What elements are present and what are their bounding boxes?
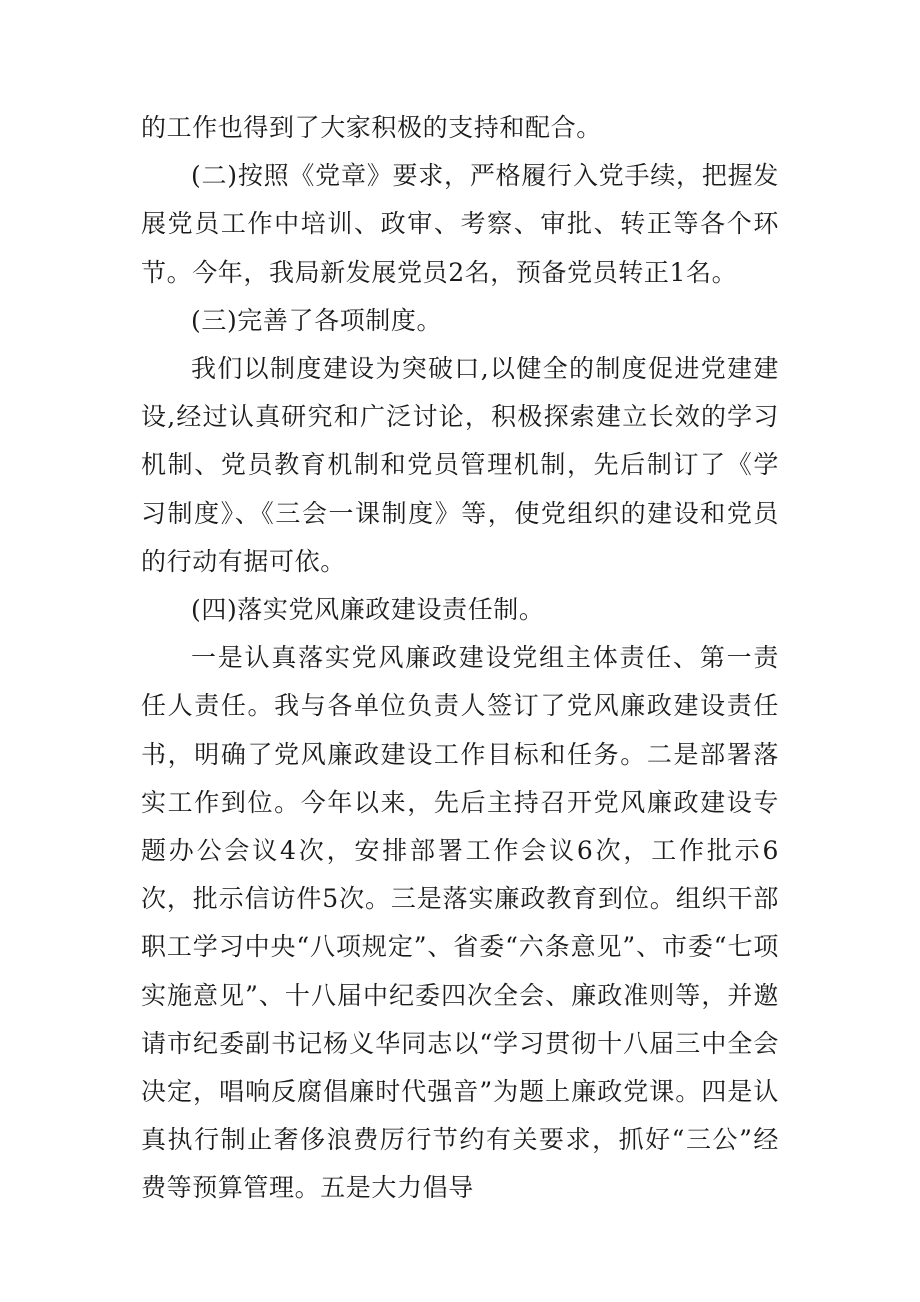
- paragraph-system-building: 我们以制度建设为突破口,以健全的制度促进党建建设,经过认真研究和广泛讨论，积极探索建立长效的学习机制、党员教育机制和党员管理机制，先后制订了《学习制度》、《三会一课制度》等，使党组织的建设和党员的行动有据可依。: [141, 354, 779, 576]
- paragraph-responsibility: 一是认真落实党风廉政建设党组主体责任、第一责任人责任。我与各单位负责人签订了党风廉政建设责任书，明确了党风廉政建设工作目标和任务。二是部署落实工作到位。今年以来，先后主持召开党风廉政建设专题办公会议4次，安排部署工作会议6次，工作批示6次，批示信访件5次。三是落实廉政教育到位。组织干部职工学习中央“八项规定”、省委“六条意见”、市委“七项实施意见”、十八届中纪委四次全会、廉政准则等，并邀请市纪委副书记杨义华同志以“学习贯彻十八届三中全会决定，唱响反腐倡廉时代强音”为题上廉政党课。四是认真执行制止奢侈浪费厉行节约有关要求，抓好“三公”经费等预算管理。五是大力倡导: [141, 643, 779, 1203]
- paragraph-continuation: 的工作也得到了大家积极的支持和配合。: [141, 113, 602, 142]
- paragraph-section-four-heading: (四)落实党风廉政建设责任制。: [191, 595, 545, 625]
- paragraph-section-three-heading: (三)完善了各项制度。: [191, 305, 443, 335]
- paragraph-section-two: (二)按照《党章》要求，严格履行入党手续，把握发展党员工作中培训、政审、考察、审批、转正等各个环节。今年，我局新发展党员2名，预备党员转正1名。: [141, 161, 779, 287]
- document-body: [141, 104, 779, 1213]
